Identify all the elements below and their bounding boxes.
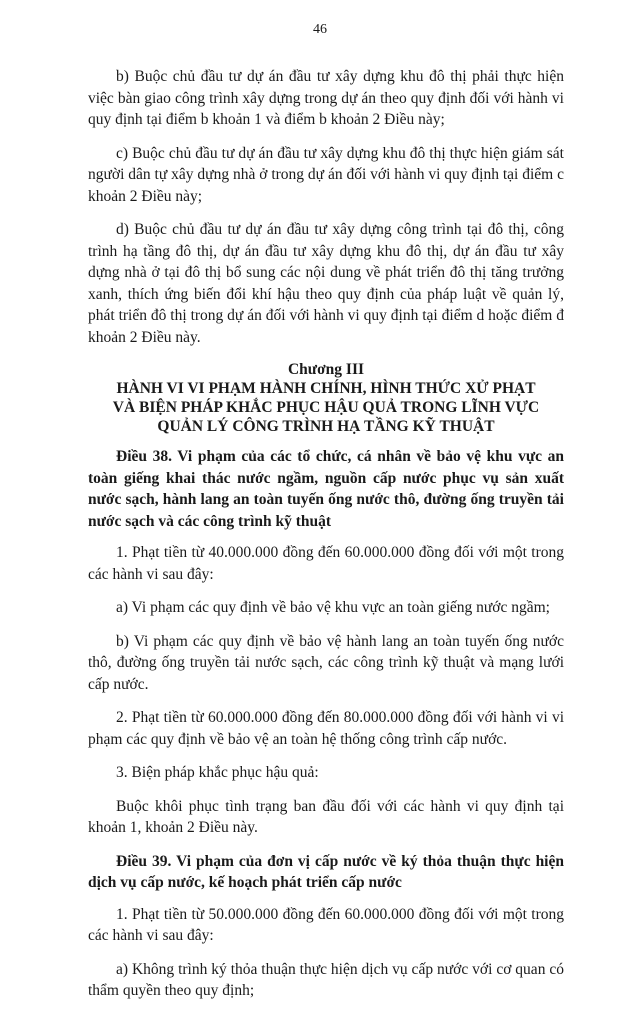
article-39-clause-1: 1. Phạt tiền từ 50.000.000 đồng đến 60.000.000 đồng đối với một trong các hành vi sau đây: [88,905,564,944]
article-39-point-a: a) Không trình ký thỏa thuận thực hiện dịch vụ cấp nước với cơ quan có thẩm quyền theo quy định; [88,960,564,999]
paragraph-d: d) Buộc chủ đầu tư dự án đầu tư xây dựng công trình tại đô thị, công trình hạ tầng đô thị, dự án đầu tư xây dựng khu đô thị, dự án đầu tư xây dựng nhà ở tại đô thị bổ sung các nội dung về phát triển đô thị tăng trưởng xanh, thích ứng biến đổi khí hậu theo quy định của pháp luật về quản lý, phát triển đô thị trong dự án đối với hành vi quy định tại điểm d hoặc điểm đ khoản 2 Điều này. [88,221,564,346]
chapter-number: Chương III [287,361,365,378]
article-38-heading: Điều 38. Vi phạm của các tổ chức, cá nhân về bảo vệ khu vực an toàn giếng khai thác nước ngầm, nguồn cấp nước phục vụ sản xuất nước sạch, hành lang an toàn tuyến ống nước thô, đường ống truyền tải nước sạch và các công trình kỹ thuật [88,448,564,530]
paragraph-b: b) Buộc chủ đầu tư dự án đầu tư xây dựng khu đô thị phải thực hiện việc bàn giao công trình xây dựng trong dự án theo quy định đối với hành vi quy định tại điểm b khoản 1 và điểm b khoản 2 Điều này; [88,68,564,128]
article-38-remedy: Buộc khôi phục tình trạng ban đầu đối với các hành vi quy định tại khoản 1, khoản 2 Điều này. [88,797,564,836]
document-body [88,66,564,1014]
paragraph-c: c) Buộc chủ đầu tư dự án đầu tư xây dựng khu đô thị thực hiện giám sát người dân tự xây dựng nhà ở trong dự án đối với hành vi quy định tại điểm c khoản 2 Điều này; [88,144,564,205]
chapter-title-line-3: QUẢN LÝ CÔNG TRÌNH HẠ TẦNG KỸ THUẬT [157,418,495,435]
article-38-clause-2: 2. Phạt tiền từ 60.000.000 đồng đến 80.000.000 đồng đối với hành vi vi phạm các quy định về bảo vệ an toàn hệ thống công trình cấp nước. [88,709,564,748]
chapter-heading [88,360,564,436]
article-38-clause-1: 1. Phạt tiền từ 40.000.000 đồng đến 60.000.000 đồng đối với một trong các hành vi sau đây: [88,544,564,583]
article-39-heading: Điều 39. Vi phạm của đơn vị cấp nước về ký thỏa thuận thực hiện dịch vụ cấp nước, kế hoạch phát triển cấp nước [88,852,564,891]
page-number: 46 [313,22,327,37]
chapter-title-line-2: VÀ BIỆN PHÁP KHẮC PHỤC HẬU QUẢ TRONG LĨNH VỰC [112,399,540,416]
article-38-point-a: a) Vi phạm các quy định về bảo vệ khu vực an toàn giếng nước ngầm; [116,599,550,616]
article-38-point-b: b) Vi phạm các quy định về bảo vệ hành lang an toàn tuyến ống nước thô, đường ống truyền tải nước sạch, các công trình kỹ thuật và mạng lưới cấp nước. [88,632,564,693]
chapter-title-line-1: HÀNH VI VI PHẠM HÀNH CHÍNH, HÌNH THỨC XỬ PHẠT [116,380,536,397]
article-38-clause-3: 3. Biện pháp khắc phục hậu quả: [116,764,319,781]
